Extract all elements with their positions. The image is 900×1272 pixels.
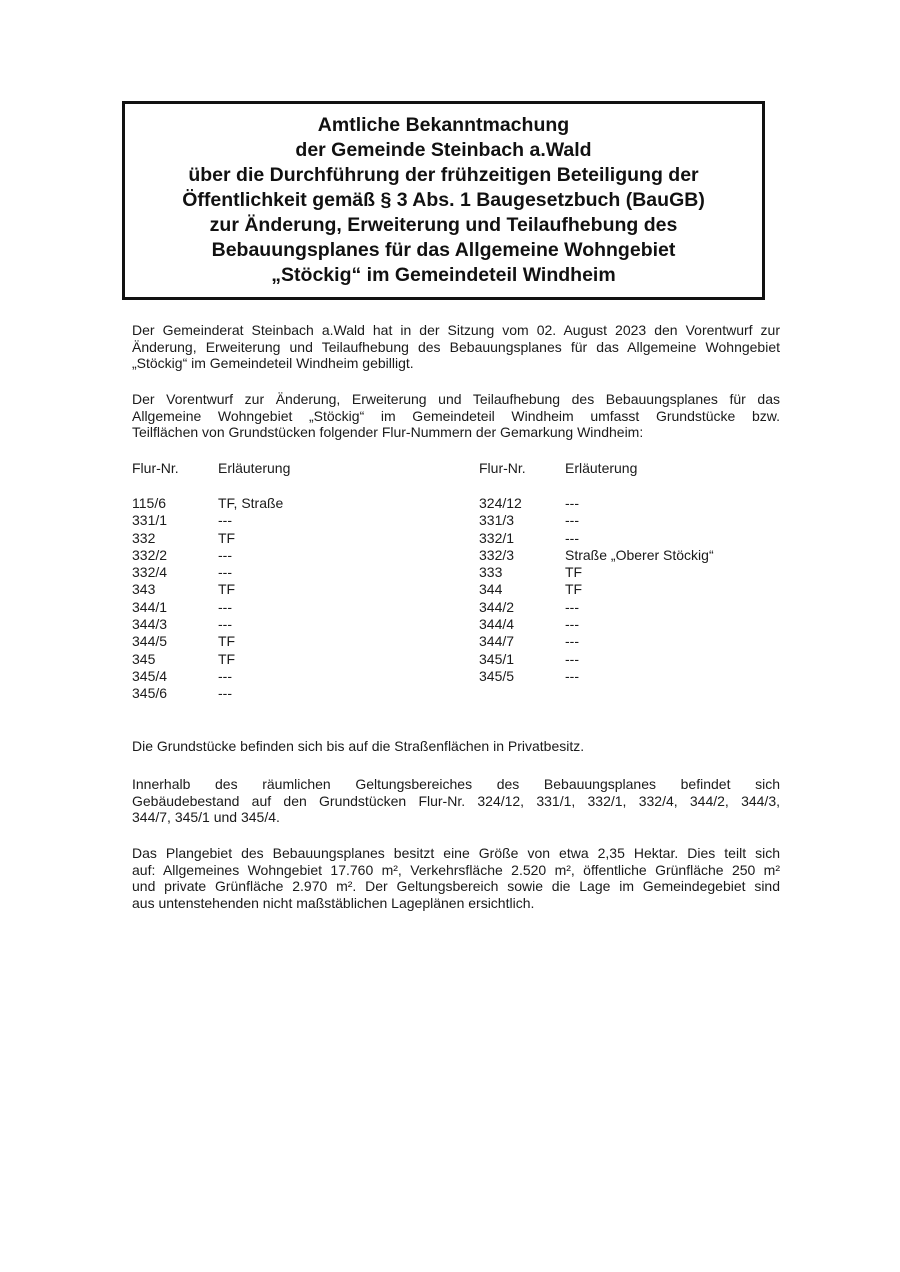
- erlaeuterung-cell: TF: [565, 581, 583, 598]
- table-row: [132, 564, 290, 581]
- table-row: [132, 512, 290, 529]
- flur-nr-cell: 343: [132, 581, 156, 598]
- erlaeuterung-cell: ---: [565, 616, 579, 633]
- header-erlaeuterung: Erläuterung: [565, 460, 638, 476]
- table-header: [132, 460, 290, 477]
- flur-nr-cell: 332/2: [132, 546, 168, 563]
- erlaeuterung-cell: ---: [218, 685, 232, 702]
- text-line: und private Grünfläche 2.970 m². Der Geltungsbereich sowie die Lage im Gemeindegebiet sind: [132, 878, 780, 895]
- text-line: Gebäudebestand auf den Grundstücken Flur-Nr. 324/12, 331/1, 332/1, 332/4, 344/2, 344/3,: [132, 792, 780, 809]
- flur-nr-cell: 345: [132, 650, 156, 667]
- paragraph-resolution: [132, 322, 780, 372]
- table-row: [132, 616, 290, 633]
- erlaeuterung-cell: ---: [218, 564, 232, 581]
- text-line: Änderung, Erweiterung und Teilaufhebung des Bebauungsplanes für das Allgemeine Wohngebiet: [132, 338, 780, 355]
- text-line: „Stöckig“ im Gemeindeteil Windheim gebilligt.: [132, 355, 414, 372]
- erlaeuterung-cell: ---: [565, 650, 579, 667]
- title-box: [122, 101, 765, 300]
- text-line: Teilflächen von Grundstücken folgender Flur-Nummern der Gemarkung Windheim:: [132, 424, 644, 441]
- table-row: [479, 668, 714, 685]
- flur-nr-cell: 331/1: [132, 512, 168, 529]
- parcel-table-left: [132, 460, 290, 703]
- flur-nr-cell: 344/4: [479, 616, 515, 633]
- table-row: [132, 599, 290, 616]
- paragraph-ownership: [132, 738, 780, 755]
- erlaeuterung-cell: ---: [218, 512, 232, 529]
- flur-nr-cell: 333: [479, 564, 503, 581]
- flur-nr-cell: 332: [132, 529, 156, 546]
- table-row: [132, 581, 290, 598]
- table-row: [479, 581, 714, 598]
- paragraph-buildings: [132, 776, 780, 826]
- text-line: Allgemeine Wohngebiet „Stöckig“ im Gemeindeteil Windheim umfasst Grundstücke bzw.: [132, 407, 780, 424]
- table-row: [479, 495, 714, 512]
- table-row: [132, 685, 290, 702]
- flur-nr-cell: 345/1: [479, 650, 515, 667]
- erlaeuterung-cell: ---: [218, 616, 232, 633]
- flur-nr-cell: 115/6: [132, 495, 166, 511]
- text-line: Der Vorentwurf zur Änderung, Erweiterung und Teilaufhebung des Bebauungsplanes für das: [132, 391, 780, 407]
- table-row: [479, 512, 714, 529]
- table-row: [132, 495, 290, 512]
- erlaeuterung-cell: TF: [565, 564, 583, 581]
- table-row: [479, 599, 714, 616]
- title-line: Amtliche Bekanntmachung: [317, 114, 570, 136]
- table-row: [479, 564, 714, 581]
- table-row: [132, 547, 290, 564]
- table-row: [132, 530, 290, 547]
- title-line: zur Änderung, Erweiterung und Teilaufhebung des: [209, 214, 678, 236]
- flur-nr-cell: 332/4: [132, 564, 168, 581]
- text-line: Innerhalb des räumlichen Geltungsbereiches des Bebauungsplanes befindet sich: [132, 776, 780, 792]
- flur-nr-cell: 344/7: [479, 633, 515, 650]
- table-row: [479, 530, 714, 547]
- paragraph-area: [132, 845, 780, 911]
- text-line: Das Plangebiet des Bebauungsplanes besitzt eine Größe von etwa 2,35 Hektar. Dies teilt sich: [132, 845, 780, 861]
- erlaeuterung-cell: ---: [565, 495, 579, 511]
- flur-nr-cell: 332/3: [479, 546, 515, 563]
- erlaeuterung-cell: ---: [565, 598, 579, 615]
- table-row: [479, 616, 714, 633]
- flur-nr-cell: 324/12: [479, 495, 522, 511]
- flur-nr-cell: 344/2: [479, 598, 515, 615]
- flur-nr-cell: 344/3: [132, 616, 168, 633]
- flur-nr-cell: 345/4: [132, 667, 168, 684]
- title-line: Bebauungsplanes für das Allgemeine Wohngebiet: [211, 239, 676, 261]
- table-row: [132, 633, 290, 650]
- erlaeuterung-cell: ---: [218, 667, 232, 684]
- table-row: [479, 547, 714, 564]
- paragraph-scope: [132, 391, 780, 441]
- erlaeuterung-cell: Straße „Oberer Stöckig“: [565, 546, 714, 563]
- title-line: Öffentlichkeit gemäß § 3 Abs. 1 Baugesetzbuch (BauGB): [182, 189, 705, 211]
- header-erlaeuterung: Erläuterung: [218, 460, 291, 476]
- title-line: der Gemeinde Steinbach a.Wald: [295, 139, 592, 161]
- text-line: Die Grundstücke befinden sich bis auf die Straßenflächen in Privatbesitz.: [132, 738, 585, 754]
- flur-nr-cell: 345/5: [479, 667, 515, 684]
- erlaeuterung-cell: TF: [218, 633, 236, 650]
- erlaeuterung-cell: ---: [565, 512, 579, 529]
- flur-nr-cell: 332/1: [479, 529, 515, 546]
- text-line: Der Gemeinderat Steinbach a.Wald hat in der Sitzung vom 02. August 2023 den Vorentwurf zur: [132, 322, 780, 338]
- erlaeuterung-cell: ---: [565, 667, 579, 684]
- erlaeuterung-cell: TF: [218, 581, 236, 598]
- erlaeuterung-cell: ---: [218, 598, 232, 615]
- text-line: auf: Allgemeines Wohngebiet 17.760 m², Verkehrsfläche 2.520 m², öffentliche Grünfläche 250 m²: [132, 861, 780, 878]
- parcel-table-right: [479, 460, 714, 685]
- header-flur-nr: Flur-Nr.: [479, 460, 526, 476]
- flur-nr-cell: 345/6: [132, 685, 168, 702]
- erlaeuterung-cell: ---: [565, 633, 579, 650]
- erlaeuterung-cell: TF: [218, 529, 236, 546]
- text-line: aus untenstehenden nicht maßstäblichen Lageplänen ersichtlich.: [132, 894, 535, 911]
- header-flur-nr: Flur-Nr.: [132, 460, 179, 476]
- table-header: [479, 460, 714, 477]
- flur-nr-cell: 344/1: [132, 598, 168, 615]
- flur-nr-cell: 331/3: [479, 512, 515, 529]
- flur-nr-cell: 344/5: [132, 633, 168, 650]
- erlaeuterung-cell: ---: [565, 529, 579, 546]
- title-line: „Stöckig“ im Gemeindeteil Windheim: [271, 264, 616, 286]
- table-row: [132, 668, 290, 685]
- erlaeuterung-cell: TF, Straße: [218, 495, 284, 511]
- flur-nr-cell: 344: [479, 581, 503, 598]
- title-line: über die Durchführung der frühzeitigen Beteiligung der: [188, 164, 699, 186]
- text-line: 344/7, 345/1 und 345/4.: [132, 809, 280, 826]
- erlaeuterung-cell: TF: [218, 650, 236, 667]
- table-row: [479, 633, 714, 650]
- table-row: [132, 651, 290, 668]
- erlaeuterung-cell: ---: [218, 546, 232, 563]
- table-row: [479, 651, 714, 668]
